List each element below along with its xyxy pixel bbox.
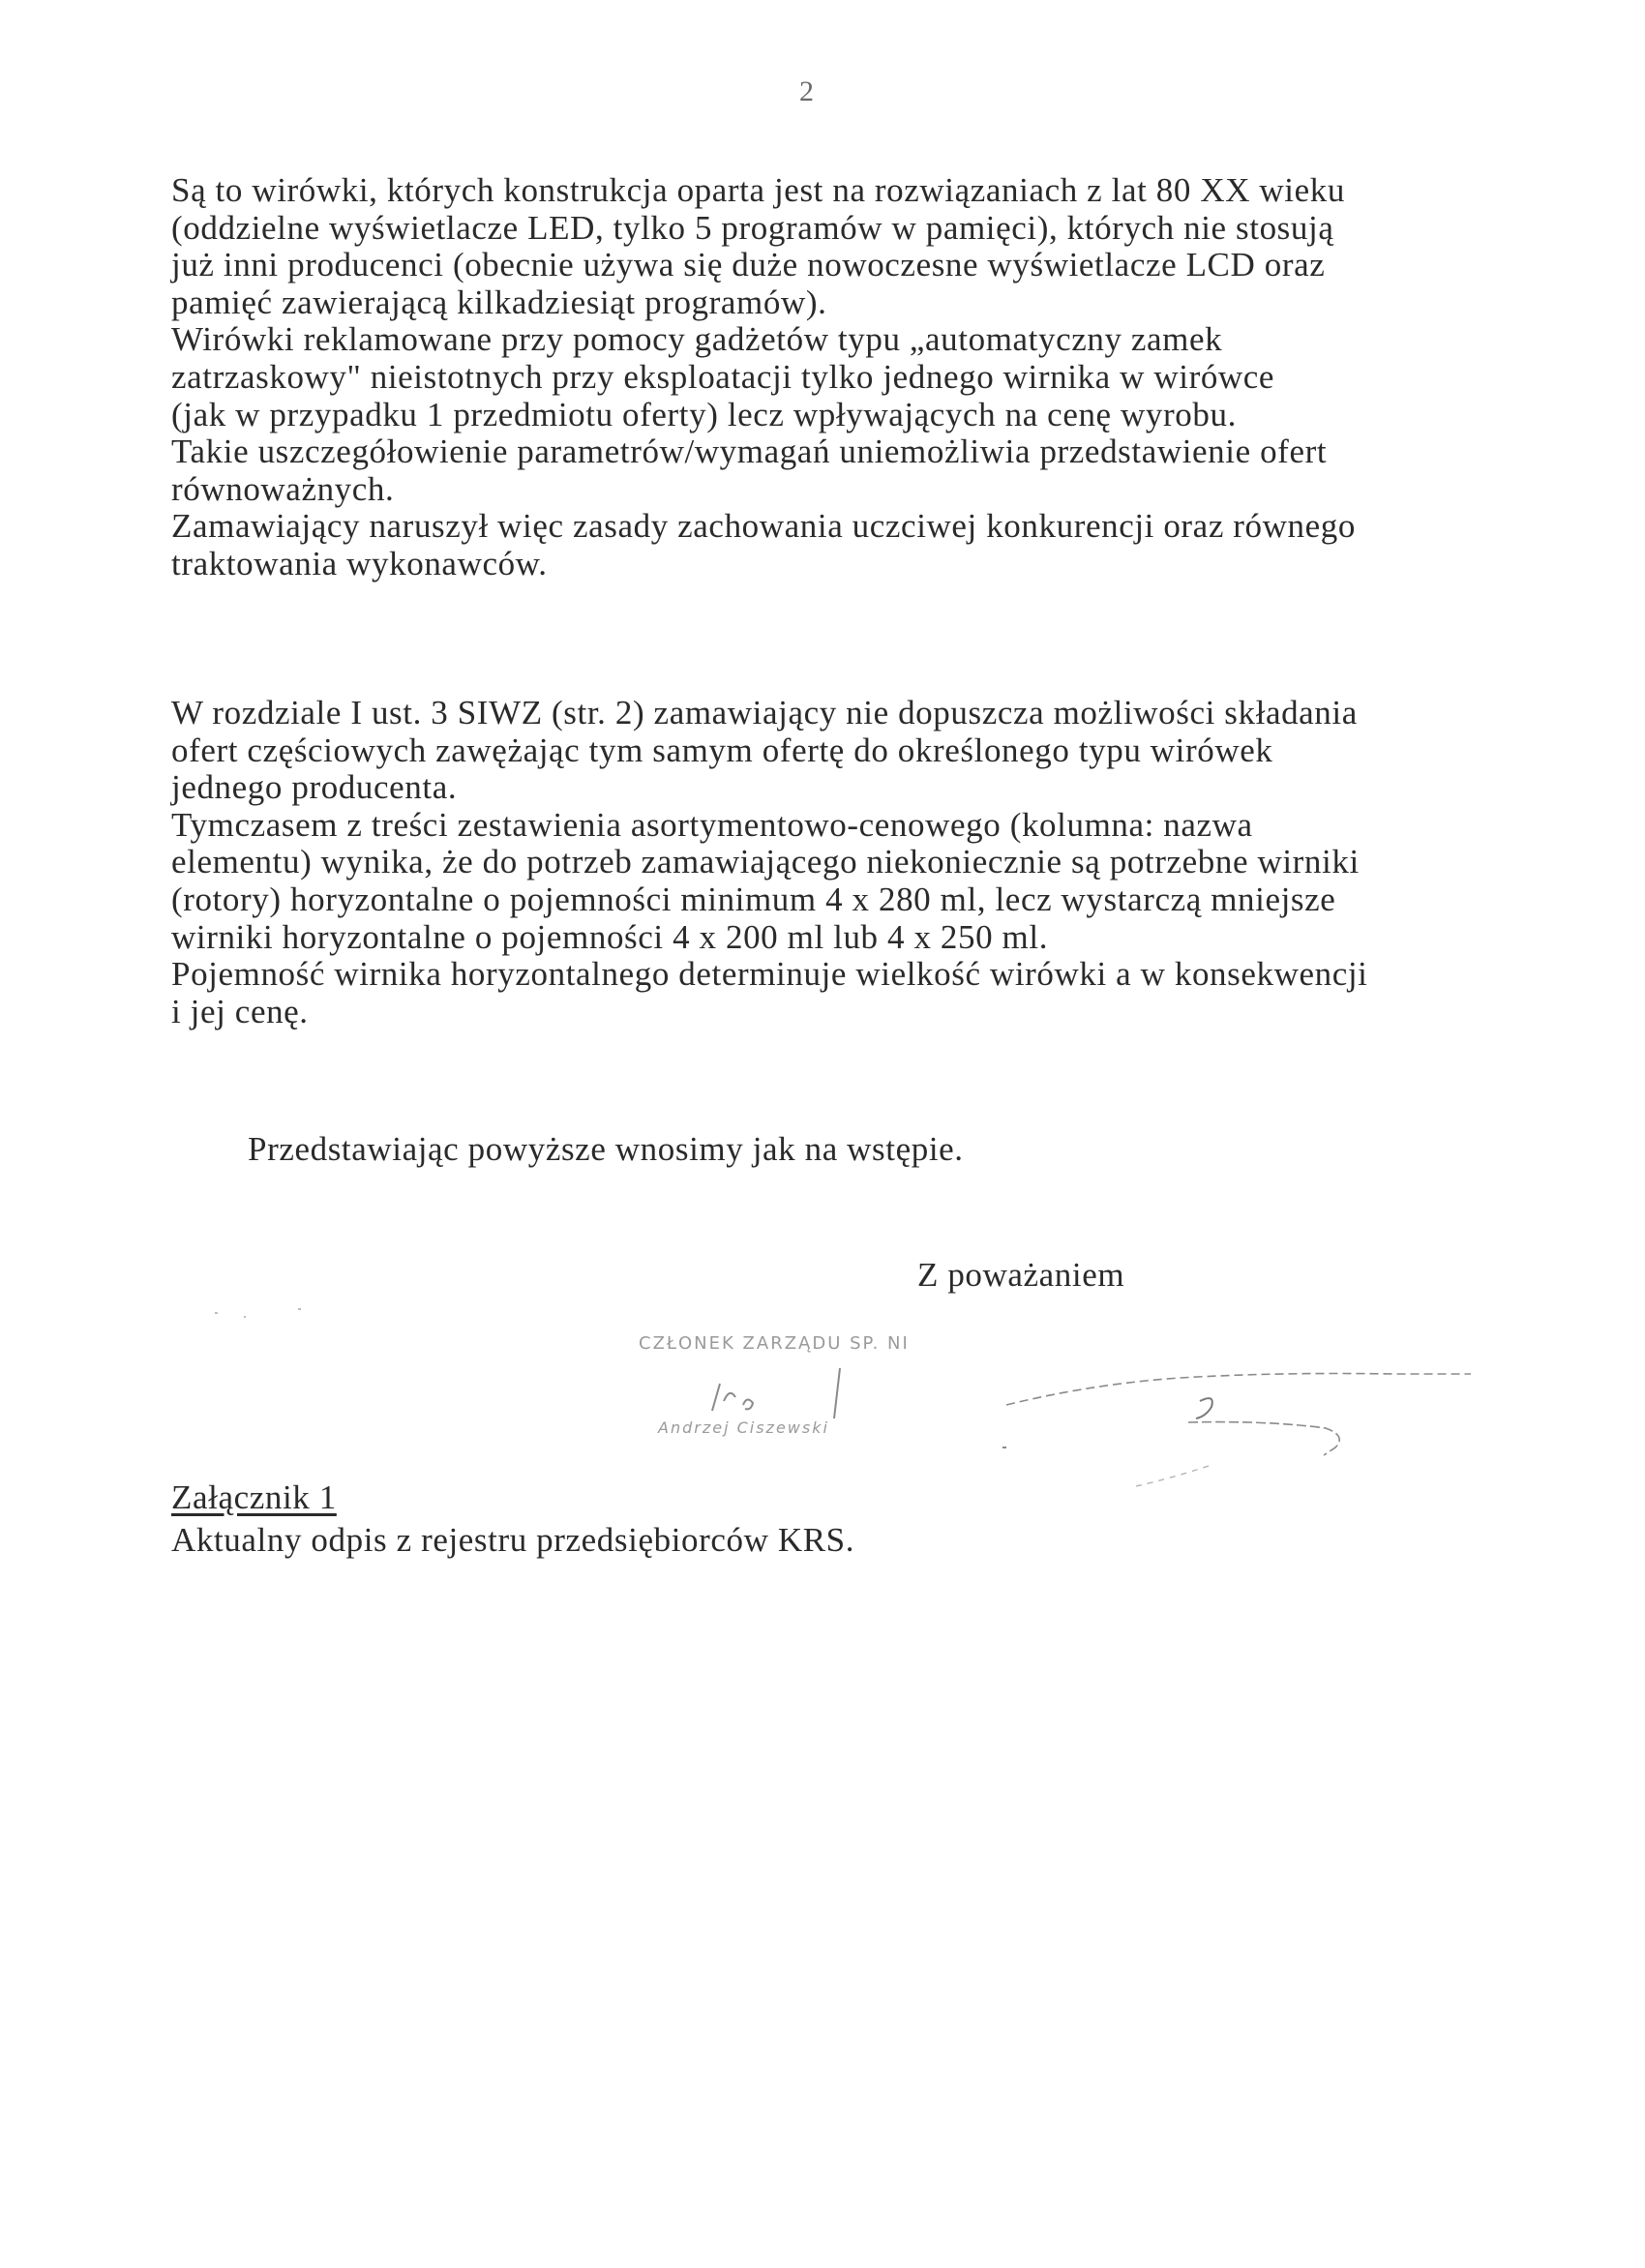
handwritten-signature bbox=[987, 1355, 1471, 1500]
attachment-description: Aktualny odpis z rejestru przedsiębiorców KRS. bbox=[171, 1521, 855, 1559]
text-line: W rozdziale I ust. 3 SIWZ (str. 2) zamawiający nie dopuszcza możliwości składania bbox=[171, 694, 1358, 731]
text-line: (oddzielne wyświetlacze LED, tylko 5 programów w pamięci), których nie stosują bbox=[171, 208, 1334, 247]
text-line: już inni producenci (obecnie używa się duże nowoczesne wyświetlacze LCD oraz bbox=[171, 246, 1326, 284]
text-line: ofert częściowych zawężając tym samym ofertę do określonego typu wirówek bbox=[171, 731, 1273, 769]
text-line: Są to wirówki, których konstrukcja oparta jest na rozwiązaniach z lat 80 XX wieku bbox=[171, 171, 1345, 209]
paragraph-centrifuge-objection bbox=[171, 172, 1487, 583]
text-line: pamięć zawierającą kilkadziesiąt programów). bbox=[171, 283, 827, 321]
text-line: (jak w przypadku 1 przedmiotu oferty) lecz wpływających na cenę wyrobu. bbox=[171, 395, 1237, 433]
stamp-name: Andrzej Ciszewski bbox=[658, 1418, 829, 1437]
scan-speck bbox=[244, 1316, 246, 1318]
stamp-title: CZŁONEK ZARZĄDU SP. NI bbox=[639, 1333, 910, 1354]
attachment-label: Załącznik 1 bbox=[171, 1478, 337, 1516]
text-line: wirniki horyzontalne o pojemności 4 x 200 ml lub 4 x 250 ml. bbox=[171, 917, 1049, 956]
text-line: równoważnych. bbox=[171, 469, 395, 508]
text-line: (rotory) horyzontalne o pojemności minimum 4 x 280 ml, lecz wystarczą mniejsze bbox=[171, 880, 1336, 918]
company-stamp bbox=[631, 1333, 950, 1449]
text-line: Pojemność wirnika horyzontalnego determinuje wielkość wirówki a w konsekwencji bbox=[171, 955, 1368, 994]
page-number: 2 bbox=[799, 75, 814, 107]
text-line: jednego producenta. bbox=[171, 768, 458, 807]
text-line: Zamawiający naruszył więc zasady zachowania uczciwej konkurencji oraz równego bbox=[171, 507, 1356, 546]
text-line: traktowania wykonawców. bbox=[171, 544, 548, 582]
stamp-initials-scribble bbox=[689, 1362, 882, 1420]
paragraph-partial-offers-objection bbox=[171, 695, 1487, 1030]
text-line: elementu) wynika, że do potrzeb zamawiającego niekoniecznie są potrzebne wirniki bbox=[171, 843, 1360, 881]
text-line: Tymczasem z treści zestawienia asortymentowo-cenowego (kolumna: nazwa bbox=[171, 805, 1253, 844]
scan-speck bbox=[298, 1308, 301, 1310]
text-line: i jej cenę. bbox=[171, 992, 309, 1030]
closing-statement: Przedstawiając powyższe wnosimy jak na wstępie. bbox=[248, 1130, 964, 1168]
text-line: Wirówki reklamowane przy pomocy gadżetów typu „automatyczny zamek bbox=[171, 320, 1223, 359]
regards: Z poważaniem bbox=[917, 1256, 1125, 1294]
scan-speck bbox=[215, 1312, 218, 1314]
text-line: Takie uszczegółowienie parametrów/wymagań uniemożliwia przedstawienie ofert bbox=[171, 433, 1328, 471]
text-line: zatrzaskowy" nieistotnych przy eksploatacji tylko jednego wirnika w wirówce bbox=[171, 357, 1275, 396]
